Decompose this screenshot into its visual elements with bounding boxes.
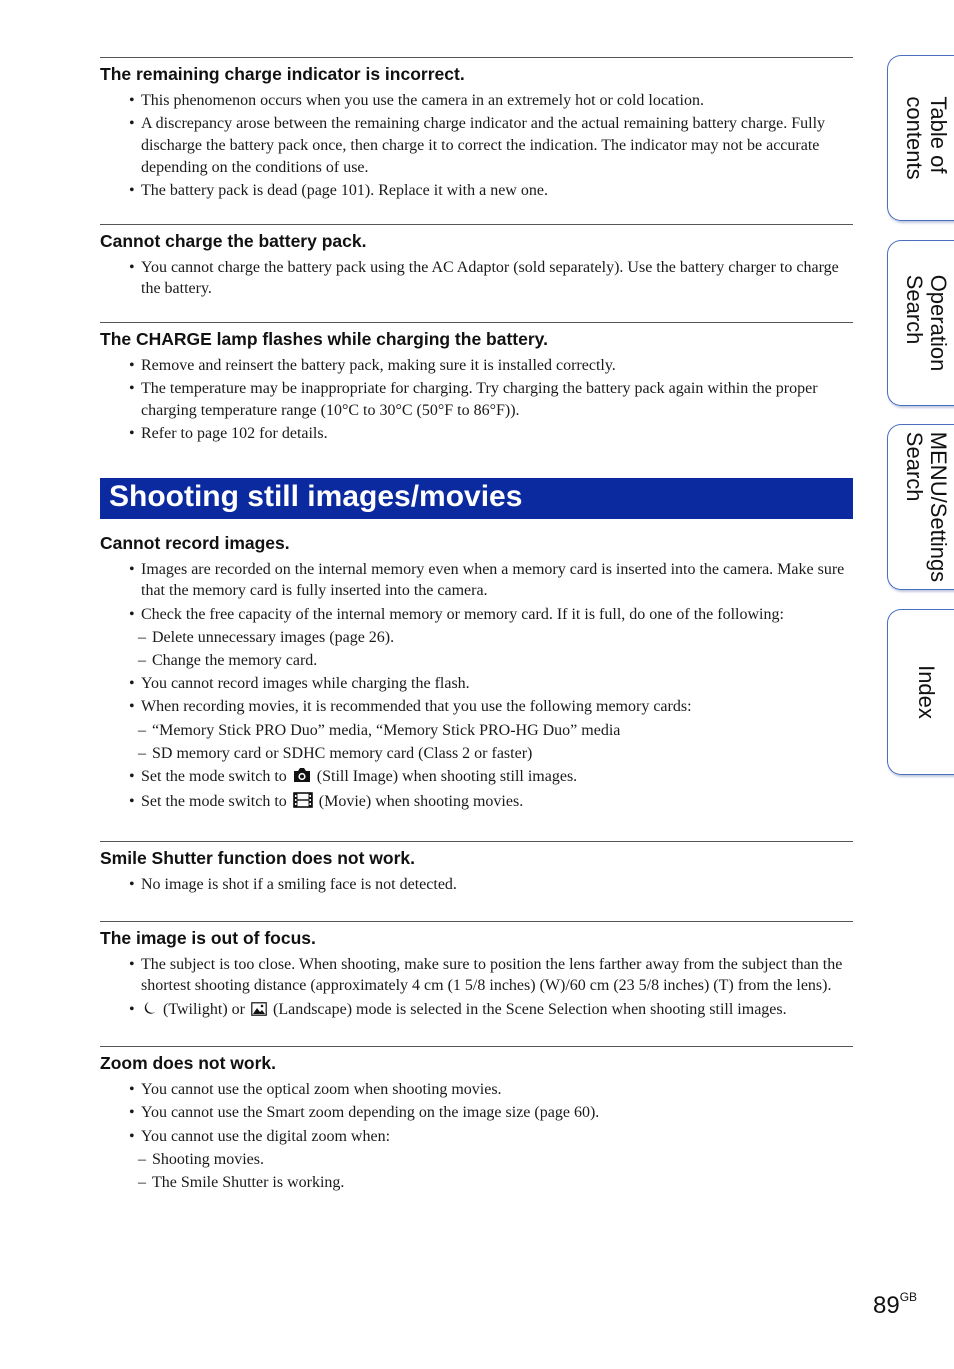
bullet-icon: •	[129, 258, 135, 276]
tab-menu-settings-search[interactable]	[887, 424, 954, 590]
list-item	[100, 423, 853, 445]
list-item	[100, 257, 853, 300]
list-item-text: “Memory Stick PRO Duo” media, “Memory Stick PRO-HG Duo” media	[152, 721, 621, 739]
landscape-icon	[251, 1001, 267, 1023]
page-number-suffix: GB	[899, 1290, 918, 1304]
list-item-text: The temperature may be inappropriate for charging. Try charging the battery pack again within the proper charging temperature range (10°C to 30°C (50°F to 86°F)).	[141, 380, 818, 419]
list-item	[100, 1126, 853, 1148]
side-tab-nav	[887, 0, 954, 800]
bullet-list	[100, 1079, 853, 1194]
list-item-text: Refer to page 102 for details.	[141, 425, 328, 443]
bullet-icon: •	[129, 875, 135, 893]
list-item	[100, 954, 853, 997]
dash-icon: –	[138, 721, 146, 739]
still-camera-icon	[293, 767, 311, 790]
list-item-text: You cannot use the optical zoom when shooting movies.	[141, 1081, 502, 1099]
tab-label: MENU/Settings Search	[901, 431, 951, 583]
list-item-text: Set the mode switch to	[141, 768, 291, 786]
list-item-text: SD memory card or SDHC memory card (Class 2 or faster)	[152, 744, 533, 762]
list-item-text: Set the mode switch to	[141, 793, 291, 811]
list-item-text: You cannot use the Smart zoom depending on the image size (page 60).	[141, 1104, 600, 1122]
dash-icon: –	[138, 1174, 146, 1192]
section-zoom	[100, 1046, 853, 1194]
list-item	[100, 627, 853, 649]
section-heading: The remaining charge indicator is incorrect.	[100, 64, 465, 84]
list-item	[100, 874, 853, 896]
list-item-text: Change the memory card.	[152, 652, 318, 670]
bullet-icon: •	[129, 1081, 135, 1099]
bullet-icon: •	[129, 1104, 135, 1122]
bullet-icon: •	[129, 1127, 135, 1145]
section-heading: The CHARGE lamp flashes while charging the battery.	[100, 328, 548, 349]
section-heading: Cannot charge the battery pack.	[100, 230, 367, 251]
twilight-moon-icon	[143, 1000, 157, 1023]
list-item-text: The battery pack is dead (page 101). Replace it with a new one.	[141, 181, 548, 199]
list-item-text: The Smile Shutter is working.	[152, 1174, 345, 1192]
bullet-icon: •	[129, 955, 135, 973]
bullet-icon: •	[129, 605, 135, 623]
list-item-text: Images are recorded on the internal memory even when a memory card is inserted into the camera. Make sure that the memory card is fully inserted into the camera.	[141, 560, 845, 600]
bullet-icon: •	[129, 425, 135, 443]
list-item-text: When recording movies, it is recommended that you use the following memory cards:	[141, 698, 692, 716]
bullet-icon: •	[129, 793, 135, 811]
section-heading: Zoom does not work.	[100, 1053, 276, 1074]
list-item	[100, 696, 853, 718]
dash-icon: –	[138, 1150, 146, 1168]
page-content	[100, 57, 853, 1195]
list-item	[100, 378, 853, 421]
bullet-list	[100, 559, 853, 815]
bullet-list	[100, 954, 853, 1023]
list-item-text: (Twilight) or	[159, 1000, 249, 1018]
list-item	[100, 113, 853, 178]
section-heading: Cannot record images.	[100, 532, 290, 553]
section-cannot-charge	[100, 224, 853, 300]
bullet-icon: •	[129, 92, 135, 109]
list-item-text: Shooting movies.	[152, 1150, 265, 1168]
dash-icon: –	[138, 652, 146, 670]
section-heading: The image is out of focus.	[100, 927, 316, 948]
list-item	[100, 604, 853, 626]
list-item-text: You cannot use the digital zoom when:	[141, 1127, 391, 1145]
list-item-text: A discrepancy arose between the remaining charge indicator and the actual remaining battery charge. Fully discharge the battery pack once, then charge it to correct the indication. The indicator may not be accurate depending on the conditions of use.	[141, 115, 826, 176]
list-item	[100, 1079, 853, 1101]
section-banner: Shooting still images/movies	[100, 478, 853, 519]
section-charge-indicator	[100, 57, 853, 202]
list-item-text: You cannot record images while charging the flash.	[141, 675, 470, 693]
list-item	[100, 90, 853, 112]
section-heading: Smile Shutter function does not work.	[100, 847, 416, 868]
list-item-text: Check the free capacity of the internal memory or memory card. If it is full, do one of the following:	[141, 605, 784, 623]
list-item	[100, 650, 853, 672]
list-item-text: (Movie) when shooting movies.	[314, 793, 524, 811]
list-item-text: The subject is too close. When shooting, make sure to position the lens farther away from the subject than the shortest shooting distance (approximately 4 cm (1 5/8 inches) (W)/60 cm (23 5/8 inches) (T) from the lens).	[141, 955, 843, 995]
list-item	[100, 743, 853, 765]
dash-icon: –	[138, 744, 146, 762]
bullet-icon: •	[129, 115, 135, 133]
list-item-text: You cannot charge the battery pack using the AC Adaptor (sold separately). Use the battery charger to charge the battery.	[141, 258, 839, 298]
dash-icon: –	[138, 628, 146, 646]
list-item	[100, 1102, 853, 1124]
bullet-list	[100, 874, 853, 896]
list-item-text: (Landscape) mode is selected in the Scene Selection when shooting still images.	[268, 1000, 787, 1018]
tab-table-of-contents[interactable]	[887, 55, 954, 221]
bullet-list	[100, 355, 853, 445]
list-item	[100, 559, 853, 602]
list-item	[100, 355, 853, 377]
tab-label: Index	[913, 665, 939, 719]
list-item	[100, 180, 853, 202]
bullet-list	[100, 90, 853, 202]
list-item	[100, 791, 853, 815]
bullet-icon: •	[129, 675, 135, 693]
list-item	[100, 999, 853, 1023]
list-item	[100, 766, 853, 790]
list-item-text: No image is shot if a smiling face is not detected.	[141, 875, 457, 893]
bullet-icon: •	[129, 1000, 135, 1018]
page-number	[873, 1290, 917, 1320]
bullet-list	[100, 257, 853, 300]
bullet-icon: •	[129, 356, 135, 374]
bullet-icon: •	[129, 768, 135, 786]
movie-film-icon	[293, 792, 313, 815]
section-charge-lamp	[100, 322, 853, 445]
list-item	[100, 1172, 853, 1194]
bullet-icon: •	[129, 698, 135, 716]
tab-index[interactable]	[887, 609, 954, 775]
list-item-text: Delete unnecessary images (page 26).	[152, 628, 395, 646]
list-item	[100, 720, 853, 742]
list-item-text: This phenomenon occurs when you use the camera in an extremely hot or cold location.	[141, 92, 704, 109]
section-cannot-record	[100, 533, 853, 815]
list-item	[100, 1149, 853, 1171]
bullet-icon: •	[129, 380, 135, 398]
section-out-of-focus	[100, 921, 853, 1023]
bullet-icon: •	[129, 181, 135, 199]
page-number-value: 89	[873, 1292, 900, 1319]
tab-label: Table of contents	[901, 96, 951, 180]
bullet-icon: •	[129, 560, 135, 578]
list-item-text: (Still Image) when shooting still images.	[312, 768, 578, 786]
tab-label: Operation Search	[901, 274, 951, 372]
tab-operation-search[interactable]	[887, 240, 954, 406]
section-smile-shutter	[100, 841, 853, 896]
list-item-text: Remove and reinsert the battery pack, making sure it is installed correctly.	[141, 356, 616, 374]
list-item	[100, 673, 853, 695]
